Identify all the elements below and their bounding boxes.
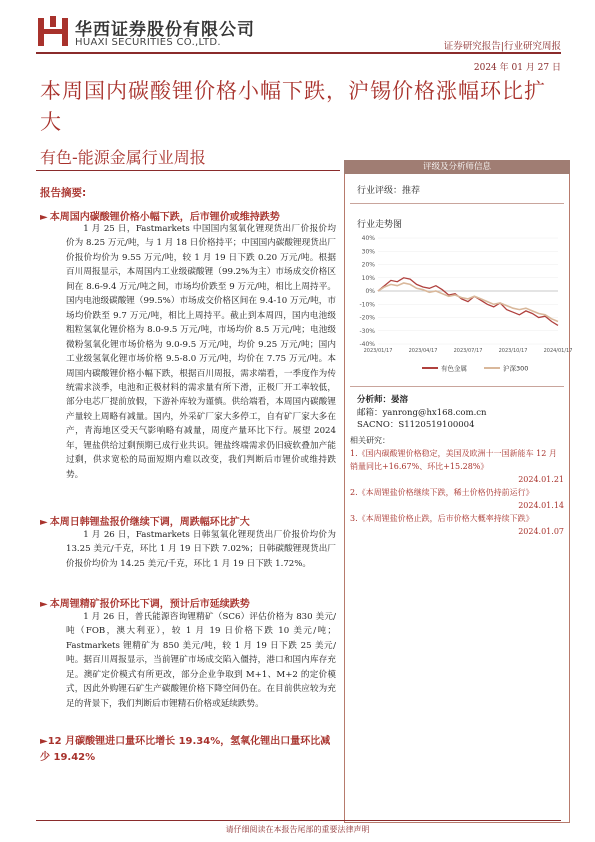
section-body: 1 月 25 日，Fastmarkets 中国国内氢氧化锂现货出厂价报价均价为 8.25 万元/吨，与 1 月 18 日价格持平；中国国内碳酸锂现货出厂价报价均价为 9.55 万元/吨，较 1 月 19 日下跌 0.20 万元/吨。根据百川周报显示，本周国内工业级碳酸锂（99.2%为主）市场成交价格区间在 8.6-9.4 万元/吨之间，市场均价跌至 9 万元/吨，相比上周持平。国内电池级碳酸锂（99.5%）市场成交价格区间在 9.4-10 万元/吨，市场均价跌至 9.7 万元/吨，相比上周持平。截止到本周四，国内电池级粗粒氢氧化锂价格为 8.0-9.5 万元/吨，市场均价 8.5 万元/吨；电池级微粉氢氧化锂市场价格为 9.0-9.5 万元/吨，均价 9.25 万元/吨；国内工业级氢氧化锂市场价格 9.5-8.0 万元/吨，均价在 7.75 万元/吨。本周国内碳酸锂价格小幅下跌，根据百川周报，需求端看，一季度作为传统需求淡季，电池和正极材料的需求量有所下滑，正极厂开工率较低，部分电芯厂提前放假，下游补库较为谨慎。供给端看，本周国内碳酸锂产量较上周略有减量。国内，外采矿厂家大多停工，自有矿厂家大多在产，青海地区受天气影响略有减量，周度产量环比下行。展望 2024 年，锂盐供给过剩预期已成行业共识。锂盐终端需求仍旧疲软叠加产能过剩，供求宽松的局面短期内难以改变，我们判断后市锂价或维持跌势。 bbox=[66, 224, 336, 480]
abstract-label: 报告摘要: bbox=[40, 187, 87, 199]
legend-label: 沪深300 bbox=[503, 364, 529, 373]
related-item[interactable]: 3.《本周锂盐价格止跌，后市价格大概率持续下跌》 bbox=[350, 514, 534, 523]
info-panel-header: 评级及分析师信息 bbox=[344, 160, 570, 174]
related-item[interactable]: 2.《本周锂盐价格继续下跌，稀土价格仍持前运行》 bbox=[350, 488, 534, 497]
y-tick-label: 0% bbox=[365, 288, 375, 295]
section-heading bbox=[40, 734, 340, 766]
section-heading-text: 本周日韩锂盐报价继续下调，周跌幅环比扩大 bbox=[49, 517, 250, 528]
triangle-bullet-icon: ► bbox=[40, 599, 48, 610]
y-tick-label: 10% bbox=[361, 274, 375, 282]
analyst-label: 分析师： bbox=[357, 395, 392, 405]
section-heading-text: 12 月碳酸锂进口量环比增长 19.34%，氢氧化锂出口量环比减少 19.42% bbox=[40, 736, 331, 763]
legend-label: 有色金属 bbox=[441, 364, 467, 373]
report-type: 证券研究报告|行业研究周报 bbox=[443, 41, 561, 52]
related-research bbox=[350, 434, 564, 538]
x-tick-label: 2023/10/17 bbox=[498, 348, 528, 354]
divider bbox=[350, 203, 564, 204]
triangle-bullet-icon: ► bbox=[40, 736, 48, 747]
related-date: 2024.01.21 bbox=[518, 475, 564, 484]
section-body: 1 月 26 日，Fastmarkets 日韩氢氧化锂现货出厂价报价均价为 13.25 美元/千克，环比 1 月 19 日下跌 7.02%；日韩碳酸锂现货出厂价报价均价为 14.25 美元/千克，环比 1 月 19 日下跌 1.72%。 bbox=[66, 530, 336, 569]
related-date: 2024.01.14 bbox=[518, 501, 564, 510]
x-tick-label: 2023/04/17 bbox=[408, 348, 438, 354]
y-tick-label: 30% bbox=[361, 248, 375, 256]
report-date: 2024 年 01 月 27 日 bbox=[473, 63, 561, 73]
analyst-line bbox=[357, 394, 487, 407]
y-tick-label: -20% bbox=[359, 314, 375, 322]
y-tick-label: 40% bbox=[361, 235, 375, 242]
subtitle-rule bbox=[36, 170, 340, 171]
y-tick-label: -30% bbox=[359, 327, 375, 335]
triangle-bullet-icon: ► bbox=[40, 212, 48, 223]
related-item[interactable]: 1.《国内碳酸锂价格稳定，美国及欧洲十一国新能车 12 月销量同比+16.67%、环比+15.28%》 bbox=[350, 449, 557, 471]
report-subtitle: 有色-能源金属行业周报 bbox=[40, 148, 206, 167]
section-heading bbox=[40, 595, 250, 610]
huaxi-logo-icon bbox=[38, 16, 68, 48]
triangle-bullet-icon: ► bbox=[40, 517, 48, 528]
y-tick-label: -10% bbox=[359, 301, 375, 309]
related-title: 相关研究： bbox=[350, 436, 390, 445]
header-rule bbox=[36, 52, 561, 54]
section-heading bbox=[40, 513, 250, 528]
rating-label: 行业评级： bbox=[357, 186, 403, 196]
section-body: 1 月 26 日，普氏能源咨询锂精矿（SC6）评估价格为 830 美元/吨（FOB，澳大利亚），较 1 月 19 日价格下跌 10 美元/吨；Fastmarkets 锂精矿为 850 美元/吨，较 1 月 19 日下跌 25 美元/吨。据百川周报显示，当前锂矿市场成交陷入僵持，港口和国内库存充足。澳矿定价模式有所更改，部分企业争取到 M+1、M+2 的定价模式，因此外购锂石矿生产碳酸锂价格下降空间仍在。在目前供应较为充足的背景下，我们判断后市锂精石价格或延续跌势。 bbox=[66, 612, 336, 709]
analyst-email[interactable]: 邮箱：yanrong@hx168.com.cn bbox=[357, 407, 487, 418]
industry-trend-chart bbox=[352, 232, 573, 378]
footer-rule bbox=[36, 820, 561, 821]
industry-rating bbox=[357, 183, 420, 196]
section-heading-text: 本周锂精矿报价环比下调，预计后市延续跌势 bbox=[49, 599, 250, 610]
x-tick-label: 2023/01/17 bbox=[363, 348, 393, 354]
report-title: 本周国内碳酸锂价格小幅下跌，沪锡价格涨幅环比扩大 bbox=[40, 79, 546, 134]
x-tick-label: 2023/07/17 bbox=[453, 348, 483, 354]
analyst-info bbox=[357, 394, 487, 432]
section-heading-text: 本周国内碳酸锂价格小幅下跌，后市锂价或维持跌势 bbox=[49, 212, 280, 223]
analyst-sac: SACNO：S1120519100004 bbox=[357, 420, 475, 430]
y-tick-label: -40% bbox=[359, 341, 375, 348]
footer-disclaimer: 请仔细阅读在本报告尾部的重要法律声明 bbox=[225, 825, 370, 834]
company-name-en: HUAXI SECURITIES CO.,LTD. bbox=[75, 37, 221, 48]
related-date: 2024.01.07 bbox=[518, 527, 564, 536]
x-tick-label: 2024/01/17 bbox=[543, 348, 573, 354]
series-line-nonferrous bbox=[378, 278, 558, 326]
rating-value: 推荐 bbox=[402, 186, 421, 196]
y-tick-label: 20% bbox=[361, 261, 375, 269]
trend-chart-label: 行业走势图 bbox=[357, 220, 403, 230]
company-name-cn: 华西证券股份有限公司 bbox=[75, 20, 255, 40]
divider bbox=[350, 386, 564, 387]
section-heading bbox=[40, 208, 280, 223]
analyst-name: 晏溶 bbox=[391, 395, 409, 405]
